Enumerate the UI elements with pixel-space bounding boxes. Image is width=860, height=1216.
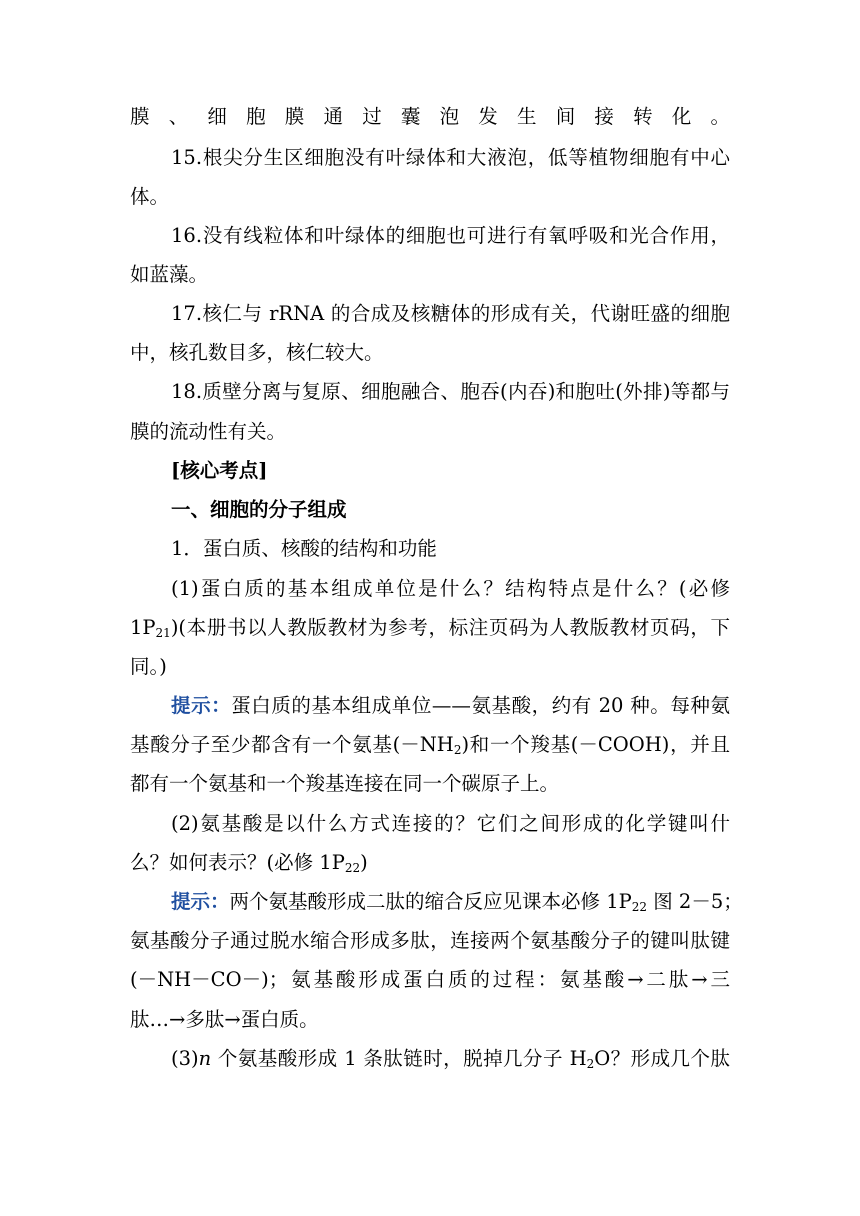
question-1-line-2: $1P_{21}$)(本册书以人教版教材为参考，标注页码为人教版教材页码，下 bbox=[130, 616, 730, 640]
question-1-line-3: 同。) bbox=[130, 655, 167, 678]
question-2-line-1: (2)氨基酸是以什么方式连接的？它们之间形成的化学键叫什 bbox=[171, 812, 730, 835]
item-16-line-1: 16.没有线粒体和叶绿体的细胞也可进行有氧呼吸和光合作用， bbox=[171, 224, 730, 247]
answer-2-line-2: 氨基酸分子通过脱水缩合形成多肽，连接两个氨基酸分子的键叫肽键 bbox=[130, 929, 730, 952]
item-16-line-2: 如蓝藻。 bbox=[130, 263, 209, 286]
hint-label: 提示： bbox=[171, 694, 232, 717]
answer-1-line-2: 基酸分子至少都含有一个氨基$(-NH_2)$和一个羧基(－COOH)，并且 bbox=[130, 733, 730, 757]
item-17-line-2: 中，核孔数目多，核仁较大。 bbox=[130, 341, 384, 364]
item-15-line-2: 体。 bbox=[130, 185, 170, 208]
question-1-line-1: (1)蛋白质的基本组成单位是什么？结构特点是什么？(必修 bbox=[171, 577, 730, 600]
paragraph-14-continuation: 膜、细胞膜通过囊泡发生间接转化。 bbox=[130, 105, 730, 128]
answer-2-line-1: 提示：两个氨基酸形成二肽的缩合反应见课本必修 $1P_{22}$ 图 2－5； bbox=[171, 890, 743, 914]
hint-label: 提示： bbox=[171, 890, 230, 913]
question-2-line-2: 么？如何表示？(必修 $1P_{22}$) bbox=[130, 851, 368, 875]
answer-1-line-3: 都有一个氨基和一个羧基连接在同一个碳原子上。 bbox=[130, 772, 560, 795]
answer-2-line-3: (－NH－CO－)；氨基酸形成蛋白质的过程：氨基酸→二肽→三 bbox=[130, 968, 730, 991]
item-15-line-1: 15.根尖分生区细胞没有叶绿体和大液泡，低等植物细胞有中心 bbox=[171, 146, 730, 169]
item-18-line-1: 18.质壁分离与复原、细胞融合、胞吞(内吞)和胞吐(外排)等都与 bbox=[171, 380, 730, 403]
answer-1-line-1: 提示：蛋白质的基本组成单位——氨基酸，约有 20 种。每种氨 bbox=[171, 694, 730, 717]
subsection-heading: 1．蛋白质、核酸的结构和功能 bbox=[171, 537, 437, 560]
item-18-line-2: 膜的流动性有关。 bbox=[130, 420, 287, 443]
core-points-heading: [核心考点] bbox=[171, 459, 268, 482]
question-3-line-1: (3)n 个氨基酸形成 1 条肽链时，脱掉几分子 $H_2O$？形成几个肽 bbox=[171, 1047, 730, 1071]
item-17-line-1: 17.核仁与 rRNA 的合成及核糖体的形成有关，代谢旺盛的细胞 bbox=[171, 302, 730, 325]
section-heading: 一、细胞的分子组成 bbox=[171, 498, 347, 521]
answer-2-line-4: 肽…→多肽→蛋白质。 bbox=[130, 1008, 319, 1031]
